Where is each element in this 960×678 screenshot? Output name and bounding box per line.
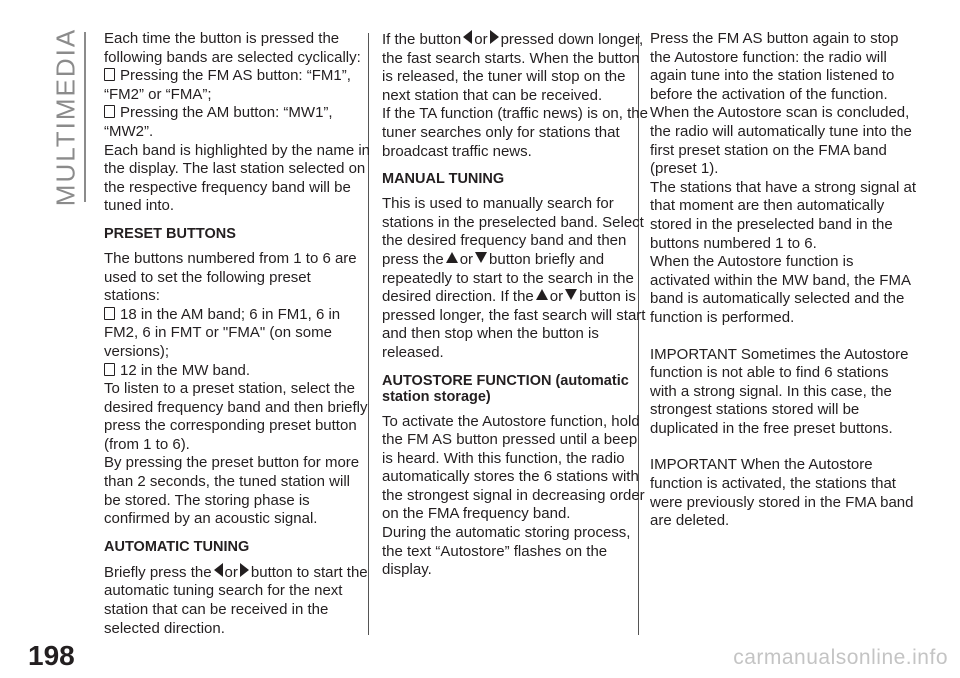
checkbox-bullet-icon — [104, 307, 115, 320]
autostore-paragraph-1: To activate the Autostore function, hold the FM AS button pressed until a beep is heard. With this function, the radio automatically stores the 6 stations with the strongest signal in decreasing order on the FMA frequency band. — [382, 412, 645, 523]
down-arrow-icon — [475, 252, 487, 263]
auto-text-a: Briefly press the — [104, 563, 212, 581]
bullet-presets-mw — [104, 362, 370, 381]
automatic-tuning-paragraph — [104, 563, 370, 638]
heading-manual-tuning: MANUAL TUNING — [382, 171, 505, 188]
autostore-stop-paragraph: Press the FM AS button again to stop the Autostore function: the radio will again tune into the station listened to before the activation of the function. — [650, 30, 899, 103]
up-arrow-icon — [536, 289, 548, 300]
listen-paragraph: To listen to a preset station, select the desired frequency band and then briefly press the corresponding preset button (from 1 to 6). — [104, 380, 368, 453]
column-2 — [382, 30, 648, 580]
heading-autostore: AUTOSTORE FUNCTION (automatic station storage) — [382, 372, 629, 405]
up-arrow-icon — [446, 252, 458, 263]
fast-search-paragraph — [382, 30, 648, 105]
manual-text-b: button briefly and repeatedly to start to the search in the desired direction. If the — [382, 250, 634, 306]
manual-text-or2: or — [549, 288, 564, 306]
bullet-presets-am-fm — [104, 306, 370, 362]
strong-signal-paragraph: The stations that have a strong signal at that moment are then automatically stored in the preselected band in the buttons numbered 1 to 6. — [650, 178, 916, 252]
section-tab — [48, 27, 88, 207]
watermark: carmanualsonline.info — [733, 646, 948, 669]
important-note-2: IMPORTANT When the Autostore function is activated, the stations that were previously stored in the FMA band are deleted. — [650, 456, 914, 530]
right-arrow-icon — [240, 563, 249, 577]
heading-preset-buttons: PRESET BUTTONS — [104, 225, 236, 242]
section-tab-label: MULTIMEDIA — [50, 27, 81, 207]
preset-intro: The buttons numbered from 1 to 6 are used to set the following preset stations: — [104, 249, 357, 305]
column-3 — [650, 30, 916, 531]
bullet-presets-am-fm-text: 18 in the AM band; 6 in FM1, 6 in FM2, 6 in FMT or "FMA" (on some versions); — [104, 305, 341, 360]
page-number: 198 — [28, 640, 75, 671]
auto-text-or: or — [224, 563, 238, 581]
section-tab-rule — [84, 32, 86, 202]
checkbox-bullet-icon — [104, 363, 115, 376]
manual-tuning-paragraph — [382, 195, 648, 362]
autostore-concluded-paragraph: When the Autostore scan is concluded, the radio will automatically tune into the first preset station on the FMA band (preset 1). — [650, 104, 912, 178]
bullet-presets-mw-text: 12 in the MW band. — [120, 361, 251, 379]
fast-search-text-b: pressed down longer, the fast search starts. When the button is released, the tuner will stop on the next station that can be received. — [382, 31, 644, 104]
fast-search-text-or: or — [474, 31, 488, 48]
left-arrow-icon — [214, 563, 223, 577]
right-arrow-icon — [490, 30, 499, 44]
manual-text-c: button is pressed longer, the fast search will start and then stop when the button is released. — [382, 288, 646, 361]
spacer — [650, 328, 916, 346]
manual-text-a: This is used to manually search for stations in the preselected band. Select the desired frequency band and then press the — [382, 195, 644, 268]
checkbox-bullet-icon — [104, 105, 115, 118]
auto-text-b: button to start the automatic tuning search for the next station that can be received in the selected direction. — [104, 563, 368, 637]
mw-band-paragraph: When the Autostore function is activated within the MW band, the FMA band is automatically selected and the function is performed. — [650, 253, 911, 326]
fast-search-text-a: If the button — [382, 31, 462, 48]
manual-text-or1: or — [459, 250, 474, 268]
band-intro: Each time the button is pressed the following bands are selected cyclically: — [104, 30, 361, 66]
autostore-paragraph-2: During the automatic storing process, the text “Autostore” flashes on the display. — [382, 524, 631, 579]
band-paragraph: Each band is highlighted by the name in the display. The last station selected on the respective frequency band will be tuned into. — [104, 141, 371, 215]
column-1 — [104, 30, 370, 638]
bullet-fm-text: Pressing the FM AS button: “FM1”, “FM2” or “FMA”; — [104, 67, 351, 103]
ta-paragraph: If the TA function (traffic news) is on, the tuner searches only for stations that broadcast traffic news. — [382, 105, 648, 160]
store-paragraph: By pressing the preset button for more than 2 seconds, the tuned station will be stored. The storing phase is confirmed by an acoustic signal. — [104, 454, 360, 528]
checkbox-bullet-icon — [104, 68, 115, 81]
bullet-fm — [104, 67, 370, 104]
spacer — [650, 438, 916, 456]
heading-automatic-tuning: AUTOMATIC TUNING — [104, 538, 250, 555]
important-note-1: IMPORTANT Sometimes the Autostore function is not able to find 6 stations with a strong signal. In this case, the strongest stations stored will be duplicated in the free preset buttons. — [650, 345, 909, 437]
left-arrow-icon — [463, 30, 472, 44]
bullet-am-text: Pressing the AM button: “MW1”, “MW2”. — [104, 104, 333, 140]
bullet-am — [104, 104, 370, 141]
down-arrow-icon — [565, 289, 577, 300]
